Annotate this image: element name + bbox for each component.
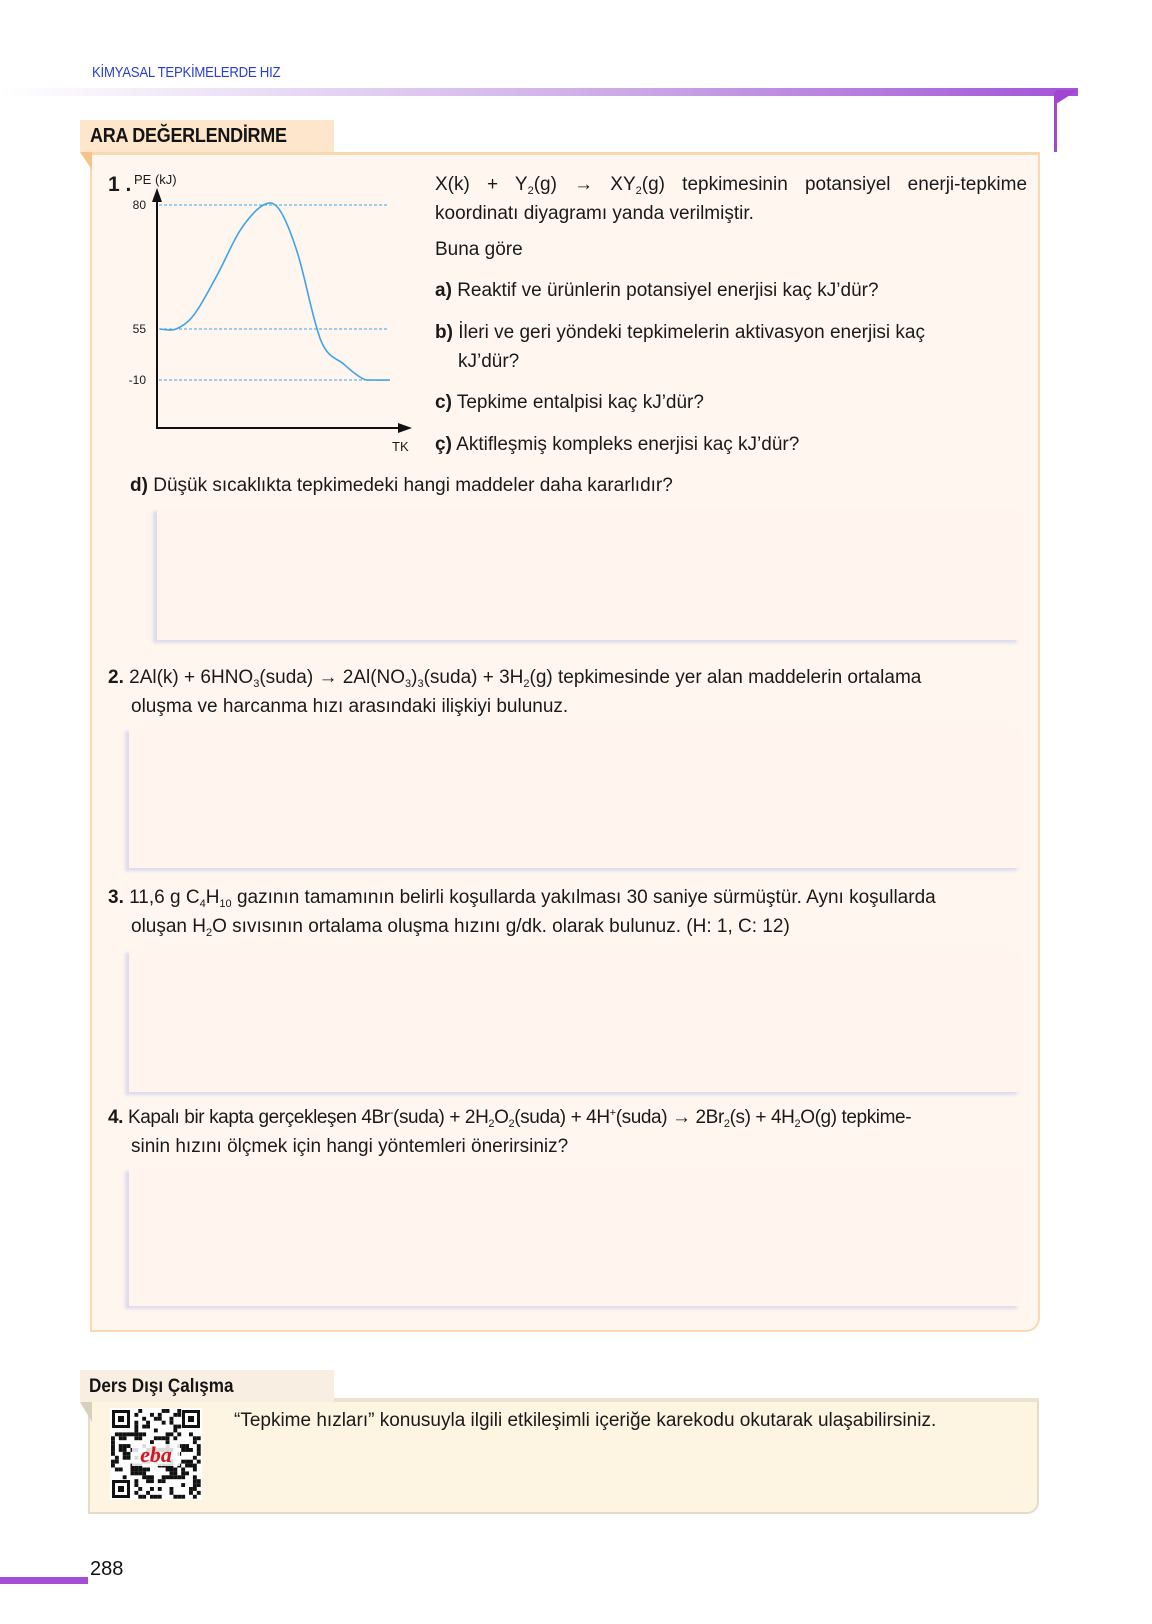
qr-code-icon[interactable] bbox=[110, 1408, 202, 1500]
header-drop-line bbox=[1054, 92, 1057, 152]
question-1-lead: Buna göre bbox=[435, 239, 523, 260]
x-axis-label: TK bbox=[392, 439, 409, 454]
question-2-line2: oluşma ve harcanma hızı arasındaki ilişkiyi bulunuz. bbox=[131, 696, 569, 717]
y-tick-label: 80 bbox=[132, 198, 146, 212]
question-2: 2. $2Al(k) + 6HNO_3(suda)$ → $2Al(NO_3)_3(suda) + 3H_2(g)$ tepkimesinde yer alan maddelerin ortalama bbox=[108, 667, 922, 690]
extra-study-title: Ders Dışı Çalışma bbox=[89, 1376, 234, 1397]
sub-question-b-cont: kJ’dür? bbox=[458, 351, 520, 372]
sub-question-d: d) Düşük sıcaklıkta tepkimedeki hangi maddeler daha kararlıdır? bbox=[130, 475, 673, 496]
answer-box-3[interactable] bbox=[129, 950, 1021, 1092]
y-tick-label: -10 bbox=[128, 373, 146, 387]
page-number: 288 bbox=[90, 1558, 124, 1580]
running-title: KİMYASAL TEPKİMELERDE HIZ bbox=[92, 64, 281, 81]
page-number-bar bbox=[0, 1577, 88, 1584]
sub-question-b: b) İleri ve geri yöndeki tepkimelerin aktivasyon enerjisi kaç bbox=[435, 322, 925, 343]
y-axis-label: PE (kJ) bbox=[134, 172, 177, 187]
extra-study-text: “Tepkime hızları” konusuyla ilgili etkileşimli içeriğe karekodu okutarak ulaşabilirsiniz. bbox=[234, 1410, 937, 1431]
question-1-number: 1 . bbox=[108, 173, 132, 196]
question-1-intro: $X(k) + Y_2(g) \to XY_2(g)$ tepkimesinin potansiyel enerji-tepkime koordinatı diyagramı yanda verilmiştir. bbox=[435, 174, 1028, 224]
x-axis-arrow bbox=[398, 423, 412, 433]
extra-study-tab bbox=[80, 1370, 334, 1402]
y-axis-arrow bbox=[152, 188, 162, 202]
question-4: 4. Kapalı bir kapta gerçekleşen 4Br-(suda) + $2H_2O_2(suda)$ + 4H+(suda) → $2Br_2(s) + 4H_2O(g)$ tepkime- bbox=[108, 1107, 912, 1130]
pe-curve bbox=[160, 203, 390, 380]
answer-box-1[interactable] bbox=[157, 508, 1021, 640]
section-title: ARA DEĞERLENDİRME bbox=[90, 125, 287, 147]
energy-diagram bbox=[100, 170, 420, 460]
question-4-line2: sinin hızını ölçmek için hangi yöntemleri önerirsiniz? bbox=[131, 1136, 569, 1157]
question-3-line2: oluşan $H_2O$ sıvısının ortalama oluşma hızını g/dk. olarak bulunuz. (H: 1, C: 12) bbox=[131, 916, 790, 939]
section-tab bbox=[80, 120, 334, 152]
answer-box-4[interactable] bbox=[129, 1168, 1021, 1306]
question-3: 3. 11,6 g $C_4H_{10}$ gazının tamamının belirli koşullarda yakılması 30 saniye sürmüştür. Aynı koşullarda bbox=[108, 887, 936, 910]
header-band bbox=[0, 88, 1078, 96]
header-corner-tab bbox=[1056, 90, 1078, 104]
answer-box-2[interactable] bbox=[129, 728, 1021, 868]
sub-question-c-cedilla: ç) Aktifleşmiş kompleks enerjisi kaç kJ’dür? bbox=[435, 434, 800, 455]
sub-question-a: a) Reaktif ve ürünlerin potansiyel enerjisi kaç kJ’dür? bbox=[435, 280, 879, 301]
sub-question-c: c) Tepkime entalpisi kaç kJ’dür? bbox=[435, 392, 704, 413]
y-tick-label: 55 bbox=[132, 322, 146, 336]
eba-logo: eba bbox=[140, 1442, 172, 1467]
